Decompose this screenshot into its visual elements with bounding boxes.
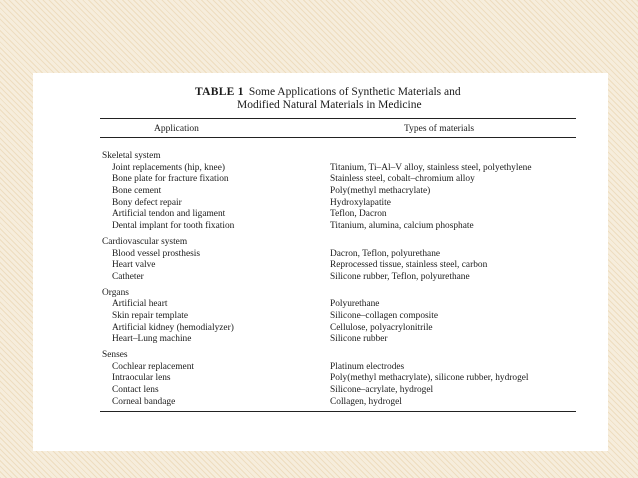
application-cell: Artificial tendon and ligament bbox=[112, 209, 226, 220]
table-row bbox=[102, 323, 582, 335]
category-row bbox=[102, 350, 582, 362]
table-row bbox=[102, 334, 582, 346]
table-row bbox=[102, 209, 582, 221]
table-row bbox=[102, 362, 582, 374]
materials-cell: Polyurethane bbox=[330, 299, 380, 310]
application-cell: Blood vessel prosthesis bbox=[112, 248, 201, 259]
table-row bbox=[102, 186, 582, 198]
table-row bbox=[102, 311, 582, 323]
table-row bbox=[102, 249, 582, 261]
table-title bbox=[195, 86, 535, 112]
table-title-text-1: Some Applications of Synthetic Materials and bbox=[248, 86, 461, 98]
application-cell: Bony defect repair bbox=[112, 197, 182, 208]
header-rule bbox=[100, 137, 576, 138]
table-body bbox=[102, 151, 582, 408]
category-row bbox=[102, 288, 582, 300]
materials-cell: Poly(methyl methacrylate) bbox=[330, 186, 431, 197]
table-row bbox=[102, 299, 582, 311]
materials-cell: Dacron, Teflon, polyurethane bbox=[330, 248, 441, 259]
table-row bbox=[102, 385, 582, 397]
materials-cell: Reprocessed tissue, stainless steel, carbon bbox=[330, 260, 488, 271]
application-cell: Corneal bandage bbox=[112, 396, 176, 407]
bottom-rule bbox=[100, 411, 576, 412]
application-cell: Bone plate for fracture fixation bbox=[112, 174, 229, 185]
application-cell: Heart–Lung machine bbox=[112, 334, 192, 345]
table-row bbox=[102, 272, 582, 284]
application-cell: Dental implant for tooth fixation bbox=[112, 221, 235, 232]
table-row bbox=[102, 397, 582, 409]
column-header-materials: Types of materials bbox=[404, 124, 475, 134]
materials-cell: Cellulose, polyacrylonitrile bbox=[330, 322, 433, 333]
materials-cell: Silicone–collagen composite bbox=[330, 310, 439, 321]
application-cell: Skin repair template bbox=[112, 310, 189, 321]
materials-cell: Stainless steel, cobalt–chromium alloy bbox=[330, 174, 475, 185]
materials-cell: Platinum electrodes bbox=[330, 361, 405, 372]
table-row bbox=[102, 373, 582, 385]
application-cell: Heart valve bbox=[112, 260, 156, 271]
application-cell: Artificial heart bbox=[112, 299, 168, 310]
application-cell: Joint replacements (hip, knee) bbox=[112, 162, 225, 173]
table-label: TABLE 1 bbox=[195, 86, 244, 98]
materials-cell: Hydroxylapatite bbox=[330, 197, 391, 208]
application-cell: Contact lens bbox=[112, 385, 159, 396]
application-cell: Bone cement bbox=[112, 186, 162, 197]
table-row bbox=[102, 163, 582, 175]
application-cell: Catheter bbox=[112, 271, 144, 282]
category-label: Cardiovascular system bbox=[102, 236, 188, 247]
materials-cell: Silicone rubber, Teflon, polyurethane bbox=[330, 271, 470, 282]
application-cell: Artificial kidney (hemodialyzer) bbox=[112, 322, 234, 333]
application-cell: Cochlear replacement bbox=[112, 361, 194, 372]
column-header-application: Application bbox=[154, 124, 199, 134]
category-label: Organs bbox=[102, 287, 129, 298]
table-row bbox=[102, 221, 582, 233]
table-row bbox=[102, 198, 582, 210]
category-row bbox=[102, 237, 582, 249]
materials-cell: Poly(methyl methacrylate), silicone rubber, hydrogel bbox=[330, 373, 529, 384]
table-row bbox=[102, 174, 582, 186]
category-row bbox=[102, 151, 582, 163]
category-label: Skeletal system bbox=[102, 151, 161, 161]
application-cell: Intraocular lens bbox=[112, 373, 171, 384]
materials-cell: Titanium, alumina, calcium phosphate bbox=[330, 221, 474, 232]
materials-cell: Silicone rubber bbox=[330, 334, 388, 345]
table-title-line-1 bbox=[195, 86, 535, 99]
table-row bbox=[102, 260, 582, 272]
slide-card bbox=[33, 73, 608, 451]
category-label: Senses bbox=[102, 350, 128, 360]
top-rule bbox=[100, 118, 576, 119]
materials-cell: Collagen, hydrogel bbox=[330, 396, 402, 407]
materials-cell: Teflon, Dacron bbox=[330, 209, 387, 220]
materials-cell: Silicone–acrylate, hydrogel bbox=[330, 385, 434, 396]
table-title-line-2: Modified Natural Materials in Medicine bbox=[237, 99, 422, 111]
materials-cell: Titanium, Ti–Al–V alloy, stainless steel, polyethylene bbox=[330, 162, 532, 173]
